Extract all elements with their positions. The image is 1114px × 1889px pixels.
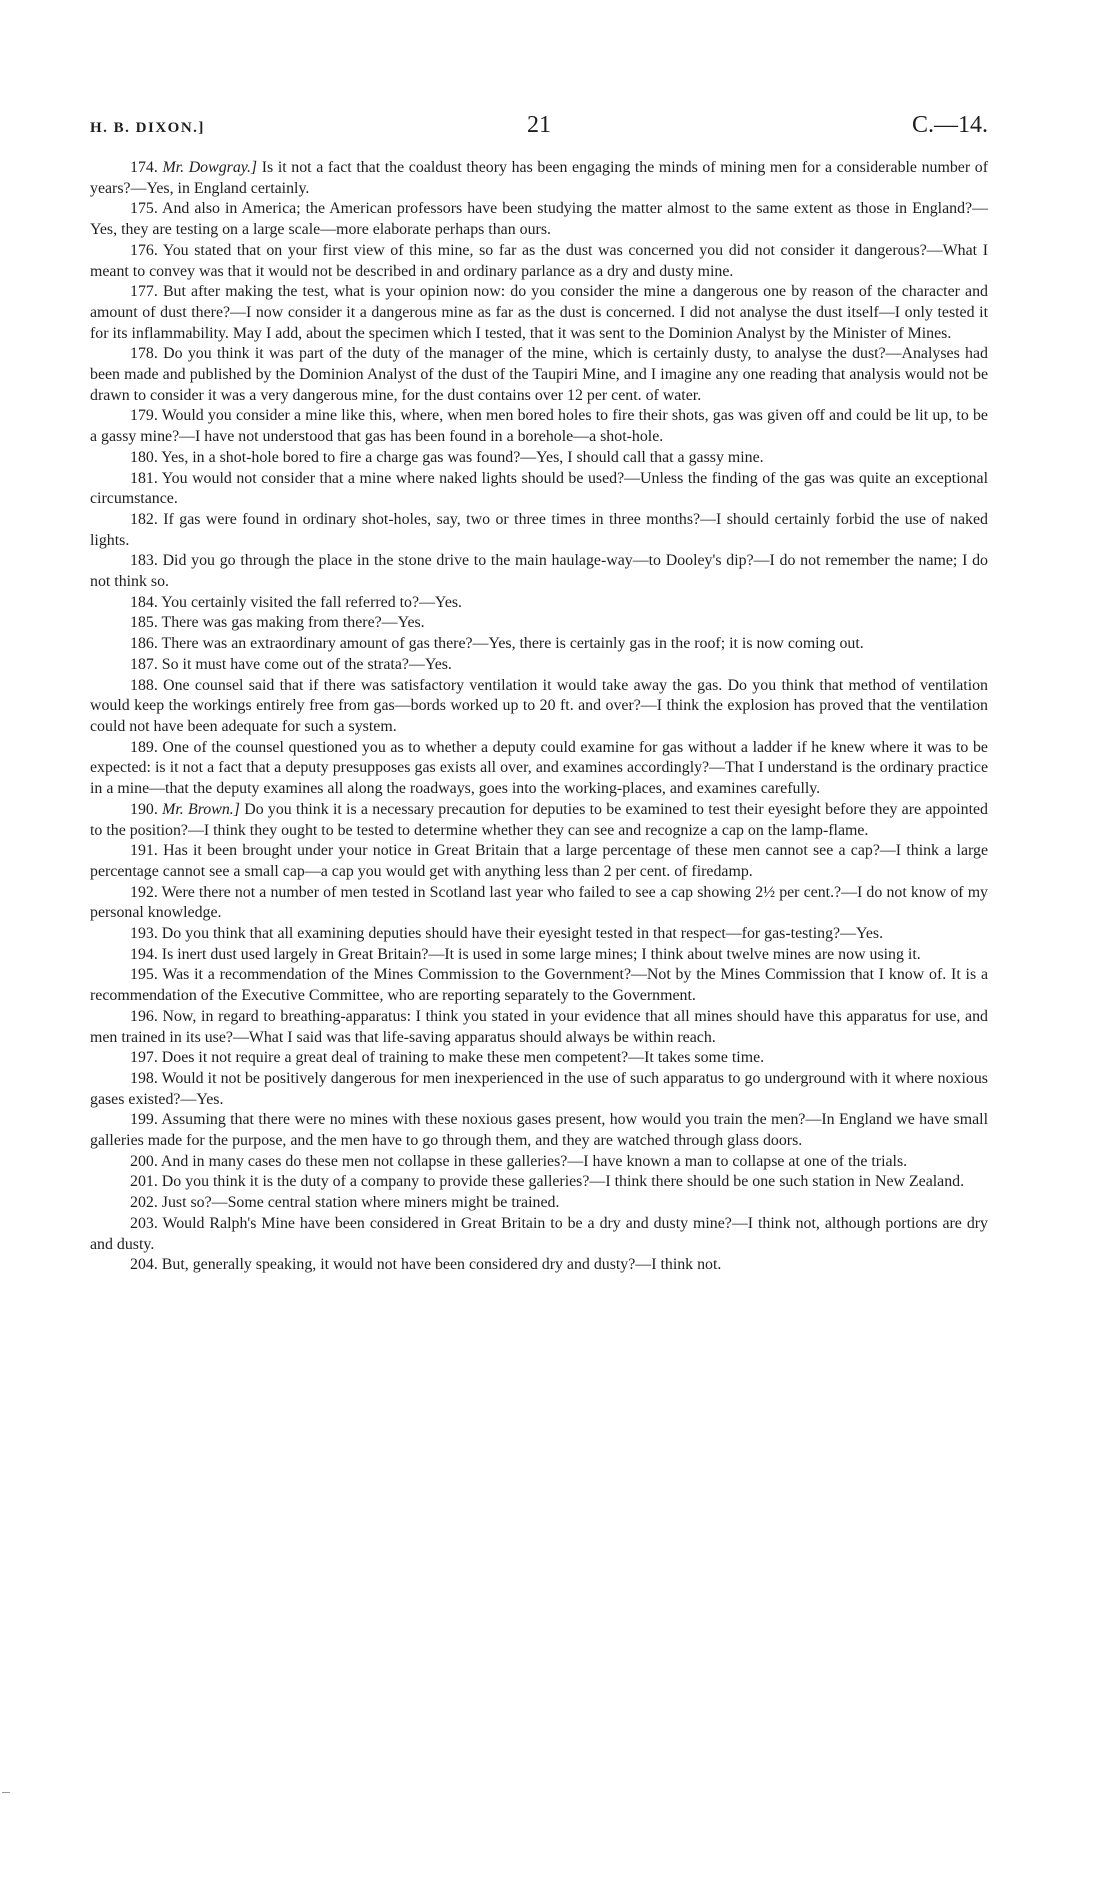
testimony-paragraph <box>90 1069 988 1110</box>
question-answer-text: Do you think it is a necessary precaution for deputies to be examined to test their eyesight before they are appointed to the position?—I think they ought to be tested to determine whether they can see and recognize a cap on the lamp-flame. <box>90 800 988 839</box>
question-number: 180. <box>130 448 158 466</box>
question-answer-text: Do you think that all examining deputies should have their eyesight tested in that respect—for gas-testing?—Yes. <box>161 925 884 943</box>
question-number: 183. <box>130 552 158 570</box>
testimony-paragraph <box>90 1152 988 1173</box>
question-answer-text: Just so?—Some central station where miners might be trained. <box>161 1194 560 1212</box>
question-number: 194. <box>130 945 158 963</box>
testimony-paragraph <box>90 676 988 738</box>
question-answer-text: Would you consider a mine like this, where, when men bored holes to fire their shots, gas was given off and could be lit up, to be a gassy mine?—I have not understood that gas has been found in a borehole—a shot-hole. <box>90 407 988 446</box>
question-answer-text: Is inert dust used largely in Great Britain?—It is used in some large mines; I think about twelve mines are now using it. <box>161 945 921 963</box>
testimony-paragraph <box>90 158 988 199</box>
testimony-paragraph <box>90 883 988 924</box>
question-answer-text: Was it a recommendation of the Mines Commission to the Government?—Not by the Mines Commission that I know of. It is a recommendation of the Executive Committee, who are reporting separately to the Government. <box>90 966 989 1005</box>
question-answer-text: Do you think it was part of the duty of the manager of the mine, which is certainly dusty, to analyse the dust?—Analyses had been made and published by the Dominion Analyst of the dust of the Taupiri Mine, and I imagine any one reading that analysis would not be drawn to consider it was a very dangerous mine, for the dust contains over 12 per cent. of water. <box>90 345 988 404</box>
testimony-paragraph <box>90 406 988 447</box>
question-number: 187. <box>130 655 158 673</box>
question-answer-text: Has it been brought under your notice in Great Britain that a large percentage of these men cannot see a cap?—I think a large percentage cannot see a small cap—a cap you would get with anything less than 2 per cent. of firedamp. <box>90 842 988 880</box>
margin-mark <box>2 1792 10 1793</box>
question-number: 202. <box>130 1194 158 1212</box>
testimony-paragraph <box>90 965 988 1006</box>
question-number: 196. <box>130 1007 158 1025</box>
testimony-paragraph <box>90 344 988 406</box>
testimony-paragraph <box>90 1007 988 1048</box>
question-number: 179. <box>130 407 158 425</box>
speaker-name: Mr. Dowgray.] <box>162 159 258 176</box>
question-answer-text: You stated that on your first view of this mine, so far as the dust was concerned you did not consider it dangerous?—What I meant to convey was that it would not be described in and ordinary parlance as a dry and dusty mine. <box>90 241 988 280</box>
testimony-paragraph <box>90 199 988 240</box>
testimony-paragraph <box>90 510 988 551</box>
question-answer-text: And also in America; the American professors have been studying the matter almost to the same extent as those in England?—Yes, they are testing on a large scale—more elaborate perhaps than ours. <box>90 200 988 239</box>
testimony-paragraph <box>90 469 988 510</box>
question-number: 200. <box>130 1152 158 1170</box>
testimony-paragraph <box>90 800 988 841</box>
testimony-paragraph <box>90 841 988 882</box>
question-number: 195. <box>130 966 158 984</box>
question-number: 204. <box>130 1256 158 1274</box>
question-number: 203. <box>130 1214 158 1232</box>
question-number: 182. <box>130 510 158 528</box>
question-answer-text: So it must have come out of the strata?—Yes. <box>161 655 452 673</box>
testimony-paragraph <box>90 282 988 344</box>
testimony-paragraph <box>90 945 988 966</box>
testimony-paragraph <box>90 593 988 614</box>
question-answer-text: Would Ralph's Mine have been considered in Great Britain to be a dry and dusty mine?—I think not, although portions are dry and dusty. <box>90 1214 989 1253</box>
testimony-body <box>90 158 988 1276</box>
testimony-paragraph <box>90 1172 988 1193</box>
question-number: 178. <box>130 345 158 363</box>
question-answer-text: There was gas making from there?—Yes. <box>161 614 425 632</box>
page-header <box>90 110 988 146</box>
testimony-paragraph <box>90 1255 988 1276</box>
question-number: 190. <box>130 800 158 818</box>
question-answer-text: Does it not require a great deal of training to make these men competent?—It takes some time. <box>161 1049 765 1067</box>
question-answer-text: There was an extraordinary amount of gas there?—Yes, there is certainly gas in the roof; it is now coming out. <box>161 635 864 653</box>
testimony-paragraph <box>90 924 988 945</box>
header-document-code: C.—14. <box>911 112 988 138</box>
question-answer-text: But, generally speaking, it would not have been considered dry and dusty?—I think not. <box>161 1256 722 1274</box>
question-answer-text: But after making the test, what is your opinion now: do you consider the mine a dangerous one by reason of the character and amount of dust there?—I now consider it a dangerous mine as far as the dust is concerned. I did not analyse the dust itself—I only tested it for its inflammability. May I add, about the specimen which I tested, that it was sent to the Dominion Analyst by the Minister of Mines. <box>90 283 988 342</box>
question-answer-text: Now, in regard to breathing-apparatus: I think you stated in your evidence that all mines should have this apparatus for use, and men trained in its use?—What I said was that life-saving apparatus should always be within reach. <box>90 1007 988 1046</box>
question-number: 186. <box>130 635 158 653</box>
question-answer-text: If gas were found in ordinary shot-holes, say, two or three times in three months?—I should certainly forbid the use of naked lights. <box>90 510 988 549</box>
testimony-paragraph <box>90 655 988 676</box>
question-number: 181. <box>130 469 158 487</box>
question-number: 192. <box>130 883 158 901</box>
header-witness-name: H. B. DIXON.] <box>90 120 205 136</box>
testimony-paragraph <box>90 738 988 800</box>
question-number: 191. <box>130 842 158 860</box>
question-number: 199. <box>130 1111 158 1129</box>
question-answer-text: Yes, in a shot-hole bored to fire a charge gas was found?—Yes, I should call that a gassy mine. <box>161 448 764 466</box>
question-number: 201. <box>130 1173 158 1191</box>
question-number: 185. <box>130 614 158 632</box>
question-number: 176. <box>130 241 158 259</box>
question-number: 189. <box>130 738 158 756</box>
question-answer-text: Assuming that there were no mines with these noxious gases present, how would you train the men?—In England we have small galleries made for the purpose, and the men have to go through them, and they are watched through glass doors. <box>90 1111 988 1150</box>
question-number: 197. <box>130 1049 158 1067</box>
page-number: 21 <box>527 112 551 138</box>
question-answer-text: You certainly visited the fall referred to?—Yes. <box>161 593 463 611</box>
question-answer-text: One counsel said that if there was satisfactory ventilation it would take away the gas. Do you think that method of ventilation would keep the workings entirely free from gas—bords worked up to 20 ft. and over?—I think the explosion has proved that the ventilation could not have been adequate for such a system. <box>90 676 988 735</box>
document-page <box>90 110 988 1276</box>
question-number: 184. <box>130 593 158 611</box>
speaker-name: Mr. Brown.] <box>162 800 240 818</box>
question-answer-text: One of the counsel questioned you as to whether a deputy could examine for gas without a ladder if he knew where it was to be expected: is it not a fact that a deputy presupposes gas exists all over, and examines accordingly?—That I understand is the ordinary practice in a mine—that the deputy examines all along the roadways, goes into the working-places, and examines carefully. <box>90 738 988 798</box>
testimony-paragraph <box>90 551 988 592</box>
question-number: 175. <box>130 200 158 218</box>
question-answer-text: Is it not a fact that the coaldust theory has been engaging the minds of mining men for a considerable number of years?—Yes, in England certainly. <box>90 159 989 197</box>
question-answer-text: You would not consider that a mine where naked lights should be used?—Unless the finding of the gas was quite an exceptional circumstance. <box>90 469 988 508</box>
question-answer-text: Do you think it is the duty of a company to provide these galleries?—I think there should be one such station in New Zealand. <box>161 1173 965 1191</box>
testimony-paragraph <box>90 1214 988 1255</box>
testimony-paragraph <box>90 1048 988 1069</box>
testimony-paragraph <box>90 448 988 469</box>
testimony-paragraph <box>90 634 988 655</box>
question-answer-text: Did you go through the place in the stone drive to the main haulage-way—to Dooley's dip?—I do not remember the name; I do not think so. <box>90 552 988 591</box>
question-number: 188. <box>130 676 158 694</box>
question-answer-text: And in many cases do these men not collapse in these galleries?—I have known a man to collapse at one of the trials. <box>160 1152 908 1170</box>
testimony-paragraph <box>90 241 988 282</box>
testimony-paragraph <box>90 613 988 634</box>
question-number: 193. <box>130 925 158 943</box>
question-number: 177. <box>130 283 158 301</box>
question-answer-text: Would it not be positively dangerous for men inexperienced in the use of such apparatus to go underground with it where noxious gases existed?—Yes. <box>90 1069 988 1108</box>
question-number: 198. <box>130 1069 158 1087</box>
testimony-paragraph <box>90 1193 988 1214</box>
testimony-paragraph <box>90 1110 988 1151</box>
question-answer-text: Were there not a number of men tested in Scotland last year who failed to see a cap showing 2½ per cent.?—I do not know of my personal knowledge. <box>90 883 989 922</box>
question-number: 174. <box>130 159 158 176</box>
